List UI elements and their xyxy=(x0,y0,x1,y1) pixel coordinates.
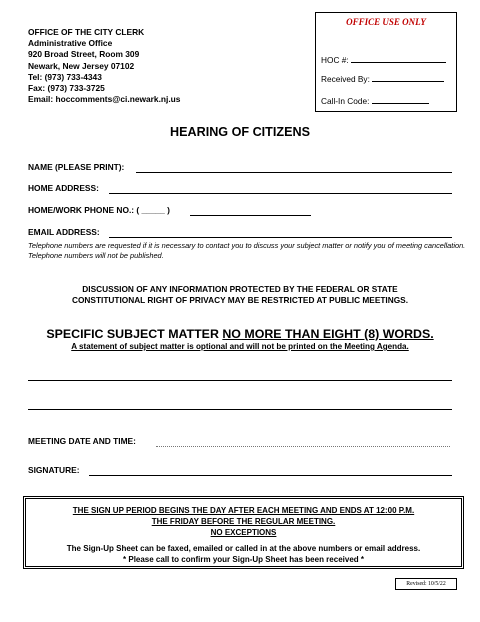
subject-line-2[interactable] xyxy=(28,409,452,410)
office-use-title: OFFICE USE ONLY xyxy=(346,17,426,27)
phone-label: HOME/WORK PHONE NO.: ( _____ ) xyxy=(28,205,170,215)
hoc-number-field[interactable] xyxy=(351,53,446,63)
hoc-number-label: HOC #: xyxy=(321,55,349,65)
call-in-code-field[interactable] xyxy=(372,94,429,104)
office-use-box xyxy=(315,12,457,112)
revised-date: Revised: 10/5/22 xyxy=(395,578,457,590)
signup-line-3: NO EXCEPTIONS xyxy=(210,528,277,537)
office-tel: Tel: (973) 733-4343 xyxy=(28,71,102,82)
signup-line-2: THE FRIDAY BEFORE THE REGULAR MEETING. xyxy=(151,517,336,526)
office-street: 920 Broad Street, Room 309 xyxy=(28,49,140,60)
signup-notice-box xyxy=(23,496,464,569)
phone-note: Telephone numbers are requested if it is necessary to contact you to discuss your subject matter or notify you of meeting cancellation. Telephone numbers will not be published. xyxy=(28,241,466,261)
received-by-field[interactable] xyxy=(372,72,444,82)
home-address-field[interactable] xyxy=(109,193,452,194)
hoc-number-row xyxy=(321,53,446,65)
signup-line-1: THE SIGN UP PERIOD BEGINS THE DAY AFTER EACH MEETING AND ENDS AT 12:00 P.M. xyxy=(72,506,415,515)
signature-label: SIGNATURE: xyxy=(28,465,80,475)
office-subname: Administrative Office xyxy=(28,38,113,49)
signup-line-5: * Please call to confirm your Sign-Up Sheet has been received * xyxy=(123,555,364,564)
email-field[interactable] xyxy=(109,237,452,238)
meeting-date-field[interactable] xyxy=(156,446,450,447)
subject-line-1[interactable] xyxy=(28,380,452,381)
office-name: OFFICE OF THE CITY CLERK xyxy=(28,27,145,37)
signup-line-4: The Sign-Up Sheet can be faxed, emailed or called in at the above numbers or email address. xyxy=(66,544,421,553)
office-city: Newark, New Jersey 07102 xyxy=(28,60,135,71)
received-by-row xyxy=(321,72,444,84)
privacy-line-1: DISCUSSION OF ANY INFORMATION PROTECTED BY THE FEDERAL OR STATE xyxy=(82,284,398,294)
subject-heading-part2: NO MORE THAN EIGHT (8) WORDS. xyxy=(222,327,434,341)
email-label: EMAIL ADDRESS: xyxy=(28,227,100,237)
name-label: NAME (PLEASE PRINT): xyxy=(28,162,125,172)
signature-field[interactable] xyxy=(89,475,452,476)
clerk-contact-block xyxy=(28,27,180,105)
subject-subtext: A statement of subject matter is optional and will not be printed on the Meeting Agenda. xyxy=(71,342,409,351)
office-fax: Fax: (973) 733-3725 xyxy=(28,83,105,94)
subject-heading-part1: SPECIFIC SUBJECT MATTER xyxy=(46,327,223,341)
subject-heading xyxy=(0,327,480,341)
meeting-date-label: MEETING DATE AND TIME: xyxy=(28,436,136,446)
name-field[interactable] xyxy=(136,172,452,173)
call-in-code-label: Call-In Code: xyxy=(321,96,370,106)
page-title: HEARING OF CITIZENS xyxy=(170,125,310,139)
received-by-label: Received By: xyxy=(321,74,370,84)
privacy-line-2: CONSTITUTIONAL RIGHT OF PRIVACY MAY BE RESTRICTED AT PUBLIC MEETINGS. xyxy=(71,295,409,305)
call-in-code-row xyxy=(321,94,429,106)
home-address-label: HOME ADDRESS: xyxy=(28,183,99,193)
privacy-notice xyxy=(0,284,480,306)
phone-field[interactable] xyxy=(190,215,311,216)
office-email: Email: hoccomments@ci.newark.nj.us xyxy=(28,94,181,105)
